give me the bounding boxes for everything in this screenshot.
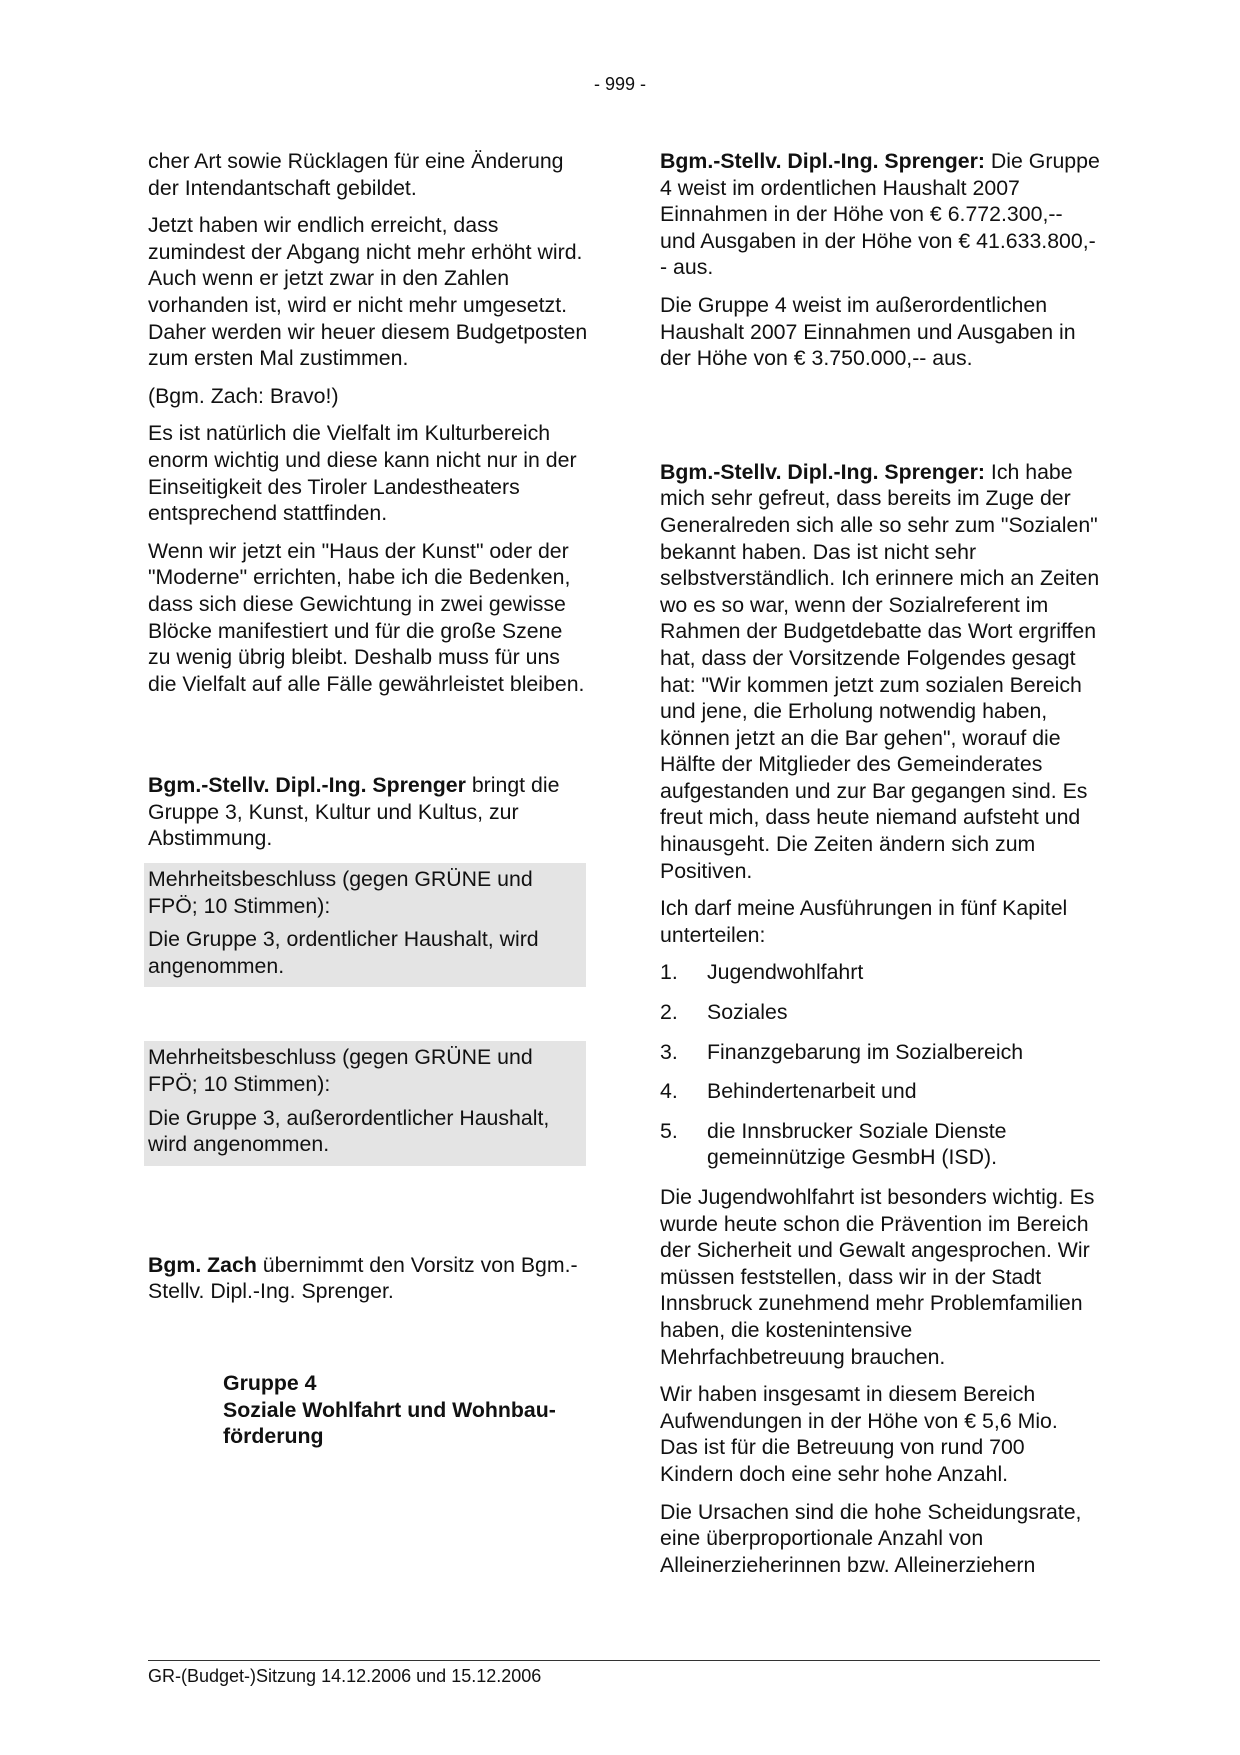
vote-result-line: Die Gruppe 3, außerordentlicher Haushalt, wird angenommen.: [148, 1105, 550, 1157]
paragraph: Die Gruppe 4 weist im außerordentlichen Haushalt 2007 Einnahmen und Ausgaben in der Höhe von € 3.750.000,-- aus.: [660, 292, 1076, 371]
section-heading: [223, 1370, 588, 1450]
vote-result-box: [144, 863, 586, 987]
list-number: 2.: [660, 1000, 678, 1025]
speaker-paragraph: [148, 1252, 588, 1305]
chapter-list: [660, 959, 1100, 1171]
speaker-name: Bgm.-Stellv. Dipl.-Ing. Sprenger: [148, 773, 466, 798]
speaker-text: übernimmt den Vorsitz von Bgm.-Stellv. Dipl.-Ing. Sprenger.: [148, 1252, 578, 1304]
right-column: [660, 148, 1100, 1589]
list-text: Finanzgebarung im Sozialbereich: [707, 1039, 1024, 1064]
paragraph: Jetzt haben wir endlich erreicht, dass zumindest der Abgang nicht mehr erhöht wird. Auch wenn er jetzt zwar in den Zahlen vorhanden ist, wird er nicht mehr umgesetzt. Daher werden wir heuer diesem Budgetposten zum ersten Mal zustimmen.: [148, 213, 588, 371]
list-text: Soziales: [707, 1000, 788, 1025]
list-number: 4.: [660, 1079, 678, 1104]
paragraph: cher Art sowie Rücklagen für eine Änderung der Intendantschaft gebildet.: [148, 149, 564, 200]
paragraph: Wir haben insgesamt in diesem Bereich Aufwendungen in der Höhe von € 5,6 Mio. Das ist für die Betreuung von rund 700 Kindern doch eine sehr hohe Anzahl.: [660, 1382, 1058, 1486]
speaker-paragraph: [148, 772, 588, 852]
list-text: Behindertenarbeit und: [707, 1079, 917, 1104]
speaker-text: Die Gruppe 4 weist im ordentlichen Haushalt 2007 Einnahmen in der Höhe von € 6.772.300,-- und Ausgaben in der Höhe von € 41.633.800,-- aus.: [660, 149, 1100, 280]
speaker-paragraph: [660, 459, 1100, 885]
list-text: die Innsbrucker Soziale Dienste gemeinnützige GesmbH (ISD).: [707, 1118, 1007, 1170]
list-item: [660, 999, 1100, 1026]
left-column: [148, 148, 588, 1450]
footer-text: GR-(Budget-)Sitzung 14.12.2006 und 15.12.2006: [148, 1666, 542, 1686]
speaker-paragraph: [660, 148, 1100, 281]
speaker-name: Bgm. Zach: [148, 1252, 257, 1277]
list-number: 3.: [660, 1039, 678, 1064]
footer-divider: [148, 1660, 1100, 1661]
vote-result-box: [144, 1041, 586, 1165]
speaker-text: Ich habe mich sehr gefreut, dass bereits im Zuge der Generalreden sich alle so sehr zum "Sozialen" bekannt haben. Das ist nicht sehr selbstverständlich. Ich erinnere mich an Zeiten wo es so war, wenn der Sozialreferent im Rahmen der Budgetdebatte das Wort ergriffen hat, dass der Vorsitzende Folgendes gesagt hat: "Wir kommen jetzt zum sozialen Bereich und jene, die Erholung notwendig haben, können jetzt an die Bar gehen", worauf die Hälfte der Mitglieder des Gemeinderates aufgestanden und zur Bar gegangen sind. Es freut mich, dass heute niemand aufsteht und hinausgeht. Die Zeiten ändern sich zum Positiven.: [660, 459, 1100, 883]
vote-result-line: Mehrheitsbeschluss (gegen GRÜNE und FPÖ; 10 Stimmen):: [148, 1045, 533, 1097]
heading-line: förderung: [223, 1424, 324, 1449]
speaker-text: bringt die Gruppe 3, Kunst, Kultur und Kultus, zur Abstimmung.: [148, 773, 560, 851]
vote-result-line: Mehrheitsbeschluss (gegen GRÜNE und FPÖ; 10 Stimmen):: [148, 867, 533, 918]
paragraph: Ich darf meine Ausführungen in fünf Kapitel unterteilen:: [660, 896, 1068, 947]
paragraph: Wenn wir jetzt ein "Haus der Kunst" oder der "Moderne" errichten, habe ich die Bedenken, dass sich diese Gewichtung in zwei gewisse Blöcke manifestiert und für die große Szene zu wenig übrig bleibt. Deshalb muss für uns die Vielfalt auf alle Fälle gewährleistet bleiben.: [148, 538, 585, 696]
list-text: Jugendwohlfahrt: [707, 960, 864, 985]
list-item: [660, 1078, 1100, 1105]
paragraph: Die Jugendwohlfahrt ist besonders wichtig. Es wurde heute schon die Prävention im Bereich der Sicherheit und Gewalt angesprochen. Wir müssen feststellen, dass wir in der Stadt Innsbruck zunehmend mehr Problemfamilien haben, die kostenintensive Mehrfachbetreuung brauchen.: [660, 1185, 1095, 1369]
vote-result-line: Die Gruppe 3, ordentlicher Haushalt, wird angenommen.: [148, 927, 539, 978]
interjection: (Bgm. Zach: Bravo!): [148, 383, 339, 408]
list-item: [660, 1118, 1100, 1171]
list-item: [660, 959, 1100, 986]
speaker-name: Bgm.-Stellv. Dipl.-Ing. Sprenger:: [660, 149, 985, 173]
heading-line: Gruppe 4: [223, 1371, 317, 1395]
heading-line: Soziale Wohlfahrt und Wohnbau-: [223, 1397, 556, 1422]
speaker-name: Bgm.-Stellv. Dipl.-Ing. Sprenger:: [660, 459, 985, 484]
list-item: [660, 1039, 1100, 1066]
list-number: 1.: [660, 960, 678, 985]
page-number: - 999 -: [593, 74, 647, 94]
list-number: 5.: [660, 1118, 678, 1143]
paragraph: Es ist natürlich die Vielfalt im Kulturbereich enorm wichtig und diese kann nicht nur in der Einseitigkeit des Tiroler Landestheaters entsprechend stattfinden.: [148, 421, 577, 526]
paragraph: Die Ursachen sind die hohe Scheidungsrate, eine überproportionale Anzahl von Alleinerzieherinnen bzw. Alleinerziehern: [660, 1499, 1082, 1577]
